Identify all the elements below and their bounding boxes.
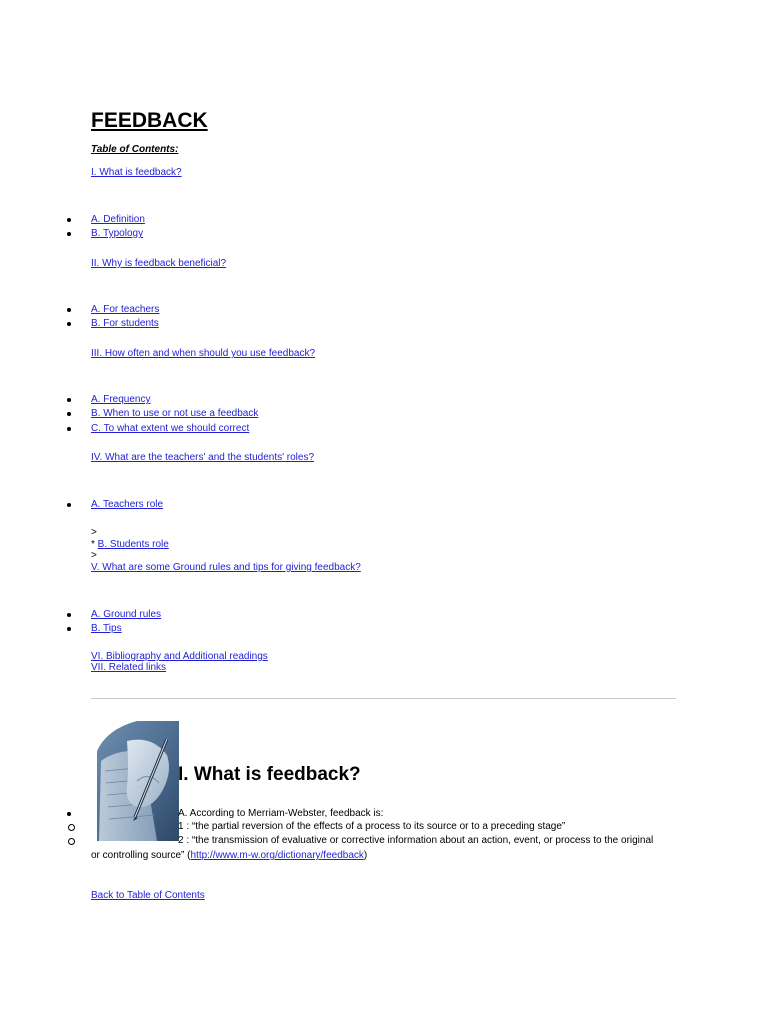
toc-link-extent-correct[interactable]: C. To what extent we should correct <box>91 423 250 434</box>
definition-2-line-2 <box>91 850 367 862</box>
gt-marker: > <box>91 550 97 561</box>
toc-link-tips[interactable]: B. Tips <box>91 623 122 634</box>
toc-link-definition[interactable]: A. Definition <box>91 214 145 225</box>
toc-link-bibliography[interactable]: VI. Bibliography and Additional readings <box>91 651 268 662</box>
toc-link-related-links[interactable]: VII. Related links <box>91 662 167 673</box>
toc-link-teachers-role[interactable]: A. Teachers role <box>91 499 164 510</box>
document-title: FEEDBACK <box>91 109 208 132</box>
students-role-line <box>91 539 169 551</box>
section-heading-what-is-feedback: I. What is feedback? <box>178 764 361 785</box>
toc-link-when-to-use[interactable]: B. When to use or not use a feedback <box>91 408 259 419</box>
toc-link-typology[interactable]: B. Typology <box>91 228 144 239</box>
definition-2-prefix: or controlling source” ( <box>91 850 191 861</box>
toc-link-students-role[interactable]: B. Students role <box>97 539 169 550</box>
gt-marker: > <box>91 527 97 538</box>
toc-link-frequency[interactable]: A. Frequency <box>91 394 151 405</box>
back-to-toc-link[interactable]: Back to Table of Contents <box>91 890 205 901</box>
section-divider <box>91 698 676 699</box>
toc-link-what-is-feedback[interactable]: I. What is feedback? <box>91 167 182 178</box>
toc-link-why-beneficial[interactable]: II. Why is feedback beneficial? <box>91 258 227 269</box>
star-prefix: * <box>91 539 98 550</box>
definition-1: 1 : “the partial reversion of the effects of a process to its source or to a preceding stage” <box>178 821 566 832</box>
sub-bullet-circle <box>68 838 75 845</box>
toc-label: Table of Contents: <box>91 144 179 155</box>
sub-bullet-circle <box>68 824 75 831</box>
toc-link-ground-rules-tips[interactable]: V. What are some Ground rules and tips for giving feedback? <box>91 562 361 573</box>
toc-link-ground-rules[interactable]: A. Ground rules <box>91 609 162 620</box>
writing-hand-photo <box>97 721 179 841</box>
definition-2-line-1: 2 : “the transmission of evaluative or corrective information about an action, event, or process to the original <box>178 835 654 846</box>
toc-link-roles[interactable]: IV. What are the teachers' and the students' roles? <box>91 452 315 463</box>
merriam-webster-link[interactable]: http://www.m-w.org/dictionary/feedback <box>190 850 364 861</box>
definition-intro: A. According to Merriam-Webster, feedback is: <box>178 808 384 819</box>
toc-link-how-often[interactable]: III. How often and when should you use feedback? <box>91 348 316 359</box>
toc-link-for-students[interactable]: B. For students <box>91 318 159 329</box>
definition-2-suffix: ) <box>363 850 368 861</box>
toc-link-for-teachers[interactable]: A. For teachers <box>91 304 160 315</box>
